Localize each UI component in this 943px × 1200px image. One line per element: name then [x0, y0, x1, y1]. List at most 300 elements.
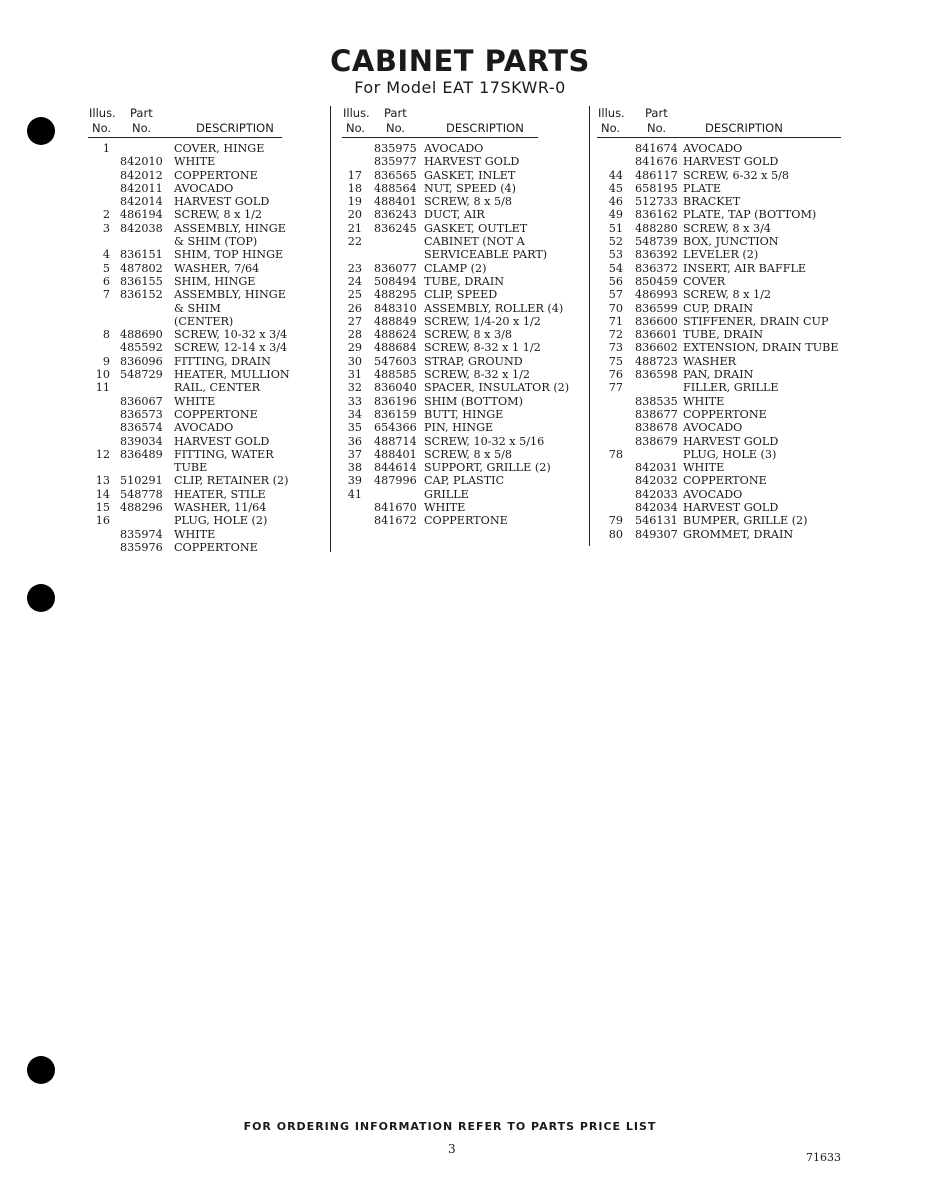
part-description: PLUG, HOLE (3) — [683, 447, 777, 461]
part-description: SCREW, 8-32 x 1 1/2 — [424, 341, 541, 355]
column-divider-2 — [589, 106, 590, 546]
part-number: 848310 — [374, 301, 417, 315]
part-description: HARVEST GOLD — [683, 434, 779, 448]
column-header — [88, 106, 282, 138]
part-number: 546131 — [635, 514, 678, 528]
part-row — [88, 142, 282, 155]
part-row — [597, 368, 841, 381]
part-row — [88, 208, 282, 221]
part-description: CLAMP (2) — [424, 261, 487, 275]
part-row — [342, 182, 538, 195]
part-row — [342, 262, 538, 275]
illus-number: 79 — [608, 514, 623, 528]
part-description: PLATE — [683, 181, 722, 195]
part-description: & SHIM — [174, 301, 221, 315]
part-row — [597, 222, 841, 235]
binder-hole-3 — [27, 1056, 55, 1084]
part-description: WHITE — [683, 394, 725, 408]
part-description: LEVELER (2) — [683, 248, 759, 262]
illus-number: 44 — [608, 168, 623, 182]
header-part-label: Part — [130, 106, 153, 120]
part-number: 836602 — [635, 341, 678, 355]
part-row — [88, 341, 288, 355]
part-number: 836245 — [374, 221, 417, 235]
illus-number: 70 — [608, 301, 623, 315]
part-description: EXTENSION, DRAIN TUBE — [683, 341, 839, 355]
part-row — [597, 381, 841, 394]
part-row — [88, 155, 282, 168]
illus-number: 3 — [102, 221, 110, 235]
illus-number: 26 — [347, 301, 362, 315]
part-description: WASHER — [683, 354, 737, 368]
part-row — [597, 195, 841, 208]
part-number: 836489 — [120, 447, 163, 461]
part-description: CABINET (NOT A — [424, 235, 525, 249]
part-row — [597, 169, 841, 182]
part-number: 835977 — [374, 155, 417, 169]
illus-number: 51 — [608, 221, 623, 235]
part-description: SCREW, 8 x 3/4 — [683, 221, 772, 235]
part-number: 487996 — [374, 474, 417, 488]
part-row — [342, 169, 538, 182]
part-description: COVER, HINGE — [174, 142, 265, 155]
illus-number: 20 — [347, 208, 362, 222]
part-number: 654366 — [374, 421, 417, 435]
illus-number: 11 — [95, 381, 110, 395]
part-row — [88, 448, 282, 461]
part-row — [342, 288, 538, 301]
part-number: 486993 — [635, 288, 678, 302]
parts-column-1 — [88, 106, 290, 554]
parts-column-3 — [597, 106, 841, 541]
document-number: 71633 — [806, 1151, 841, 1164]
part-row — [88, 381, 282, 394]
part-number: 488401 — [374, 195, 417, 209]
illus-number: 35 — [347, 421, 362, 435]
part-row — [88, 182, 282, 195]
illus-number: 12 — [95, 447, 110, 461]
illus-number: 4 — [102, 248, 110, 262]
part-number: 508494 — [374, 274, 417, 288]
part-number: 488684 — [374, 341, 417, 355]
illus-number: 73 — [608, 341, 623, 355]
part-number: 836392 — [635, 248, 678, 262]
part-description: SHIM, TOP HINGE — [174, 248, 284, 262]
part-description: SPACER, INSULATOR (2) — [424, 381, 570, 395]
illus-number: 52 — [608, 235, 623, 249]
binder-hole-1 — [27, 117, 55, 145]
part-number: 836159 — [374, 407, 417, 421]
part-row — [597, 528, 841, 541]
part-description: COVER — [683, 274, 726, 288]
part-description: SERVICEABLE PART) — [424, 248, 548, 262]
part-row — [342, 434, 545, 448]
header-part-no: No. — [647, 121, 667, 135]
part-row — [597, 275, 841, 288]
part-description: AVOCADO — [174, 421, 234, 435]
illus-number: 9 — [102, 354, 110, 368]
part-number: 838678 — [635, 421, 678, 435]
part-row — [342, 248, 548, 262]
part-description: & SHIM (TOP) — [174, 235, 258, 249]
part-description: PIN, HINGE — [424, 421, 494, 435]
illus-number: 45 — [608, 181, 623, 195]
illus-number: 5 — [102, 261, 110, 275]
part-number: 836196 — [374, 394, 417, 408]
part-description: FITTING, DRAIN — [174, 354, 271, 368]
part-number: 836151 — [120, 248, 163, 262]
part-description: RAIL, CENTER — [174, 381, 261, 395]
part-description: WASHER, 11/64 — [174, 501, 267, 515]
part-row — [597, 302, 841, 315]
part-number: 836067 — [120, 394, 163, 408]
part-row — [597, 341, 841, 354]
illus-number: 24 — [347, 274, 362, 288]
part-description: HARVEST GOLD — [683, 501, 779, 515]
part-number: 510291 — [120, 474, 163, 488]
header-part-no: No. — [386, 121, 406, 135]
illus-number: 75 — [608, 354, 623, 368]
part-row — [88, 328, 288, 342]
part-row — [597, 315, 841, 328]
part-row — [597, 328, 841, 341]
part-number: 488624 — [374, 328, 417, 342]
illus-number: 39 — [347, 474, 362, 488]
part-description: AVOCADO — [683, 421, 743, 435]
part-number: 658195 — [635, 181, 678, 195]
part-row — [597, 248, 841, 261]
part-number: 836565 — [374, 168, 417, 182]
part-description: SCREW, 12-14 x 3/4 — [174, 341, 288, 355]
part-row — [88, 355, 282, 368]
part-number: 842038 — [120, 221, 163, 235]
part-row — [597, 182, 841, 195]
part-number: 842012 — [120, 168, 163, 182]
part-description: HARVEST GOLD — [424, 155, 520, 169]
part-row — [88, 368, 290, 382]
part-description: BUTT, HINGE — [424, 407, 504, 421]
illus-number: 30 — [347, 354, 362, 368]
part-number: 836243 — [374, 208, 417, 222]
part-row — [597, 488, 841, 501]
part-number: 835975 — [374, 142, 417, 155]
part-description: AVOCADO — [424, 142, 484, 155]
part-row — [597, 474, 841, 487]
part-number: 512733 — [635, 195, 678, 209]
part-number: 836040 — [374, 381, 417, 395]
illus-number: 16 — [95, 514, 110, 528]
illus-number: 22 — [347, 235, 362, 249]
illus-number: 21 — [347, 221, 362, 235]
illus-number: 2 — [102, 208, 110, 222]
part-description: GASKET, INLET — [424, 168, 516, 182]
part-number: 488849 — [374, 314, 417, 328]
part-row — [597, 262, 841, 275]
part-number: 548729 — [120, 368, 163, 382]
part-row — [88, 235, 282, 248]
illus-number: 41 — [347, 487, 362, 501]
part-description: SCREW, 8 x 3/8 — [424, 328, 513, 342]
page-number: 3 — [448, 1142, 456, 1156]
header-illus-label: Illus. — [89, 106, 116, 120]
part-number: 835974 — [120, 527, 163, 541]
illus-number: 54 — [608, 261, 623, 275]
part-number: 548778 — [120, 487, 163, 501]
part-description: CAP, PLASTIC — [424, 474, 505, 488]
illus-number: 10 — [95, 368, 110, 382]
part-row — [342, 208, 538, 221]
header-description: DESCRIPTION — [705, 121, 783, 135]
part-row — [342, 408, 538, 421]
illus-number: 46 — [608, 195, 623, 209]
illus-number: 7 — [102, 288, 110, 302]
part-row — [88, 408, 282, 421]
part-row — [342, 195, 538, 208]
illus-number: 76 — [608, 368, 623, 382]
part-number: 836162 — [635, 208, 678, 222]
part-description: HEATER, MULLION — [174, 368, 290, 382]
ordering-info-footer: FOR ORDERING INFORMATION REFER TO PARTS PRICE LIST — [243, 1120, 657, 1133]
part-description: SCREW, 10-32 x 3/4 — [174, 328, 288, 342]
illus-number: 77 — [608, 381, 623, 395]
part-number: 836155 — [120, 274, 163, 288]
illus-number: 23 — [347, 261, 362, 275]
part-description: STRAP, GROUND — [424, 354, 523, 368]
part-row — [88, 395, 282, 408]
part-row — [597, 408, 841, 421]
illus-number: 17 — [347, 168, 362, 182]
part-number: 835976 — [120, 540, 163, 554]
part-description: BRACKET — [683, 195, 741, 209]
part-row — [88, 488, 282, 501]
part-description: COPPERTONE — [174, 540, 258, 554]
part-description: SCREW, 1/4-20 x 1/2 — [424, 314, 541, 328]
illus-number: 13 — [95, 474, 110, 488]
part-description: FILLER, GRILLE — [683, 381, 779, 395]
binder-hole-2 — [27, 584, 55, 612]
part-description: AVOCADO — [174, 181, 234, 195]
part-number: 487802 — [120, 261, 163, 275]
part-number: 836372 — [635, 261, 678, 275]
part-row — [597, 461, 841, 474]
part-description: ASSEMBLY, ROLLER (4) — [424, 301, 564, 315]
header-illus-label: Illus. — [598, 106, 625, 120]
part-number: 836152 — [120, 288, 163, 302]
illus-number: 31 — [347, 368, 362, 382]
part-number: 844614 — [374, 461, 417, 475]
illus-number: 72 — [608, 328, 623, 342]
part-row — [342, 314, 541, 328]
part-description: COPPERTONE — [683, 474, 767, 488]
part-number: 486194 — [120, 208, 163, 222]
part-number: 485592 — [120, 341, 163, 355]
part-row — [597, 435, 841, 448]
illus-number: 28 — [347, 328, 362, 342]
part-row — [597, 395, 841, 408]
part-description: HARVEST GOLD — [174, 195, 270, 209]
part-description: WHITE — [683, 461, 725, 475]
part-description: STIFFENER, DRAIN CUP — [683, 314, 829, 328]
part-description: COPPERTONE — [424, 514, 508, 528]
part-description: SCREW, 8 x 5/8 — [424, 195, 513, 209]
part-number: 842011 — [120, 181, 163, 195]
illus-number: 8 — [102, 328, 110, 342]
part-row — [597, 155, 841, 168]
part-row — [88, 514, 282, 527]
part-description: BUMPER, GRILLE (2) — [683, 514, 808, 528]
illus-number: 49 — [608, 208, 623, 222]
part-description: WHITE — [174, 527, 216, 541]
part-row — [88, 195, 282, 208]
part-description: PLATE, TAP (BOTTOM) — [683, 208, 817, 222]
part-description: WHITE — [174, 394, 216, 408]
part-row — [597, 421, 841, 434]
part-row — [88, 221, 286, 235]
part-row — [88, 421, 282, 434]
part-number: 838679 — [635, 434, 678, 448]
part-row — [88, 262, 282, 275]
header-part-no: No. — [132, 121, 152, 135]
part-row — [342, 488, 538, 501]
part-number: 838535 — [635, 394, 678, 408]
part-description: SCREW, 8 x 5/8 — [424, 447, 513, 461]
parts-column-2 — [342, 106, 570, 528]
part-description: COPPERTONE — [174, 407, 258, 421]
illus-number: 18 — [347, 181, 362, 195]
header-illus-no: No. — [346, 121, 366, 135]
header-part-label: Part — [384, 106, 407, 120]
header-illus-no: No. — [92, 121, 112, 135]
header-description: DESCRIPTION — [196, 121, 274, 135]
illus-number: 33 — [347, 394, 362, 408]
part-description: NUT, SPEED (4) — [424, 181, 517, 195]
part-row — [88, 302, 282, 315]
part-row — [342, 381, 570, 395]
part-number: 849307 — [635, 527, 678, 541]
part-number: 836598 — [635, 368, 678, 382]
illus-number: 36 — [347, 434, 362, 448]
illus-number: 34 — [347, 407, 362, 421]
part-row — [342, 461, 551, 475]
illus-number: 53 — [608, 248, 623, 262]
part-row — [342, 474, 538, 487]
part-number: 841670 — [374, 501, 417, 515]
part-description: WHITE — [424, 501, 466, 515]
part-row — [597, 235, 841, 248]
part-description: TUBE, DRAIN — [424, 274, 505, 288]
part-row — [342, 275, 538, 288]
part-row — [342, 155, 538, 168]
part-description: SCREW, 8 x 1/2 — [683, 288, 772, 302]
part-number: 841676 — [635, 155, 678, 169]
part-description: SCREW, 8-32 x 1/2 — [424, 368, 531, 382]
part-number: 842031 — [635, 461, 678, 475]
illus-number: 78 — [608, 447, 623, 461]
part-description: AVOCADO — [683, 487, 743, 501]
part-number: 488296 — [120, 501, 163, 515]
header-part-label: Part — [645, 106, 668, 120]
part-row — [342, 514, 538, 527]
part-row — [342, 368, 538, 381]
part-row — [342, 501, 538, 514]
part-description: FITTING, WATER — [174, 447, 274, 461]
part-description: HARVEST GOLD — [683, 155, 779, 169]
illus-number: 29 — [347, 341, 362, 355]
part-row — [597, 355, 841, 368]
part-row — [342, 235, 538, 248]
header-illus-label: Illus. — [343, 106, 370, 120]
part-description: WASHER, 7/64 — [174, 261, 260, 275]
part-row — [88, 169, 282, 182]
page-subtitle: For Model EAT 17SKWR-0 — [354, 78, 566, 97]
column-header — [342, 106, 538, 138]
part-row — [88, 435, 282, 448]
illus-number: 6 — [102, 274, 110, 288]
illus-number: 19 — [347, 195, 362, 209]
part-description: CLIP, SPEED — [424, 288, 498, 302]
part-row — [597, 208, 841, 221]
part-row — [597, 501, 841, 514]
part-number: 488564 — [374, 181, 417, 195]
part-row — [88, 528, 282, 541]
column-divider-1 — [330, 106, 331, 552]
part-description: PLUG, HOLE (2) — [174, 514, 268, 528]
part-row — [342, 301, 564, 315]
illus-number: 56 — [608, 274, 623, 288]
part-number: 836600 — [635, 314, 678, 328]
part-description: INSERT, AIR BAFFLE — [683, 261, 807, 275]
part-number: 548739 — [635, 235, 678, 249]
part-number: 488401 — [374, 447, 417, 461]
part-description: (CENTER) — [174, 314, 234, 328]
part-row — [597, 142, 841, 155]
part-number: 838677 — [635, 407, 678, 421]
illus-number: 15 — [95, 501, 110, 515]
part-row — [597, 514, 841, 527]
part-number: 488585 — [374, 368, 417, 382]
part-description: ASSEMBLY, HINGE — [174, 288, 286, 302]
illus-number: 25 — [347, 288, 362, 302]
part-row — [88, 541, 282, 554]
page-title: CABINET PARTS — [330, 44, 590, 78]
part-description: PAN, DRAIN — [683, 368, 754, 382]
part-number: 841672 — [374, 514, 417, 528]
part-number: 842010 — [120, 155, 163, 169]
part-number: 547603 — [374, 354, 417, 368]
header-rule — [342, 137, 538, 138]
header-description: DESCRIPTION — [446, 121, 524, 135]
part-row — [342, 355, 538, 368]
header-illus-no: No. — [601, 121, 621, 135]
part-number: 842014 — [120, 195, 163, 209]
illus-number: 38 — [347, 461, 362, 475]
part-row — [88, 275, 282, 288]
part-row — [342, 222, 538, 235]
part-number: 836096 — [120, 354, 163, 368]
part-row — [88, 288, 286, 302]
part-description: HARVEST GOLD — [174, 434, 270, 448]
part-description: SHIM (BOTTOM) — [424, 394, 523, 408]
part-description: GRILLE — [424, 487, 469, 501]
part-number: 488295 — [374, 288, 417, 302]
part-row — [342, 341, 541, 355]
illus-number: 37 — [347, 447, 362, 461]
illus-number: 27 — [347, 314, 362, 328]
part-description: DUCT, AIR — [424, 208, 485, 222]
part-row — [88, 461, 282, 474]
illus-number: 71 — [608, 314, 623, 328]
part-number: 836601 — [635, 328, 678, 342]
